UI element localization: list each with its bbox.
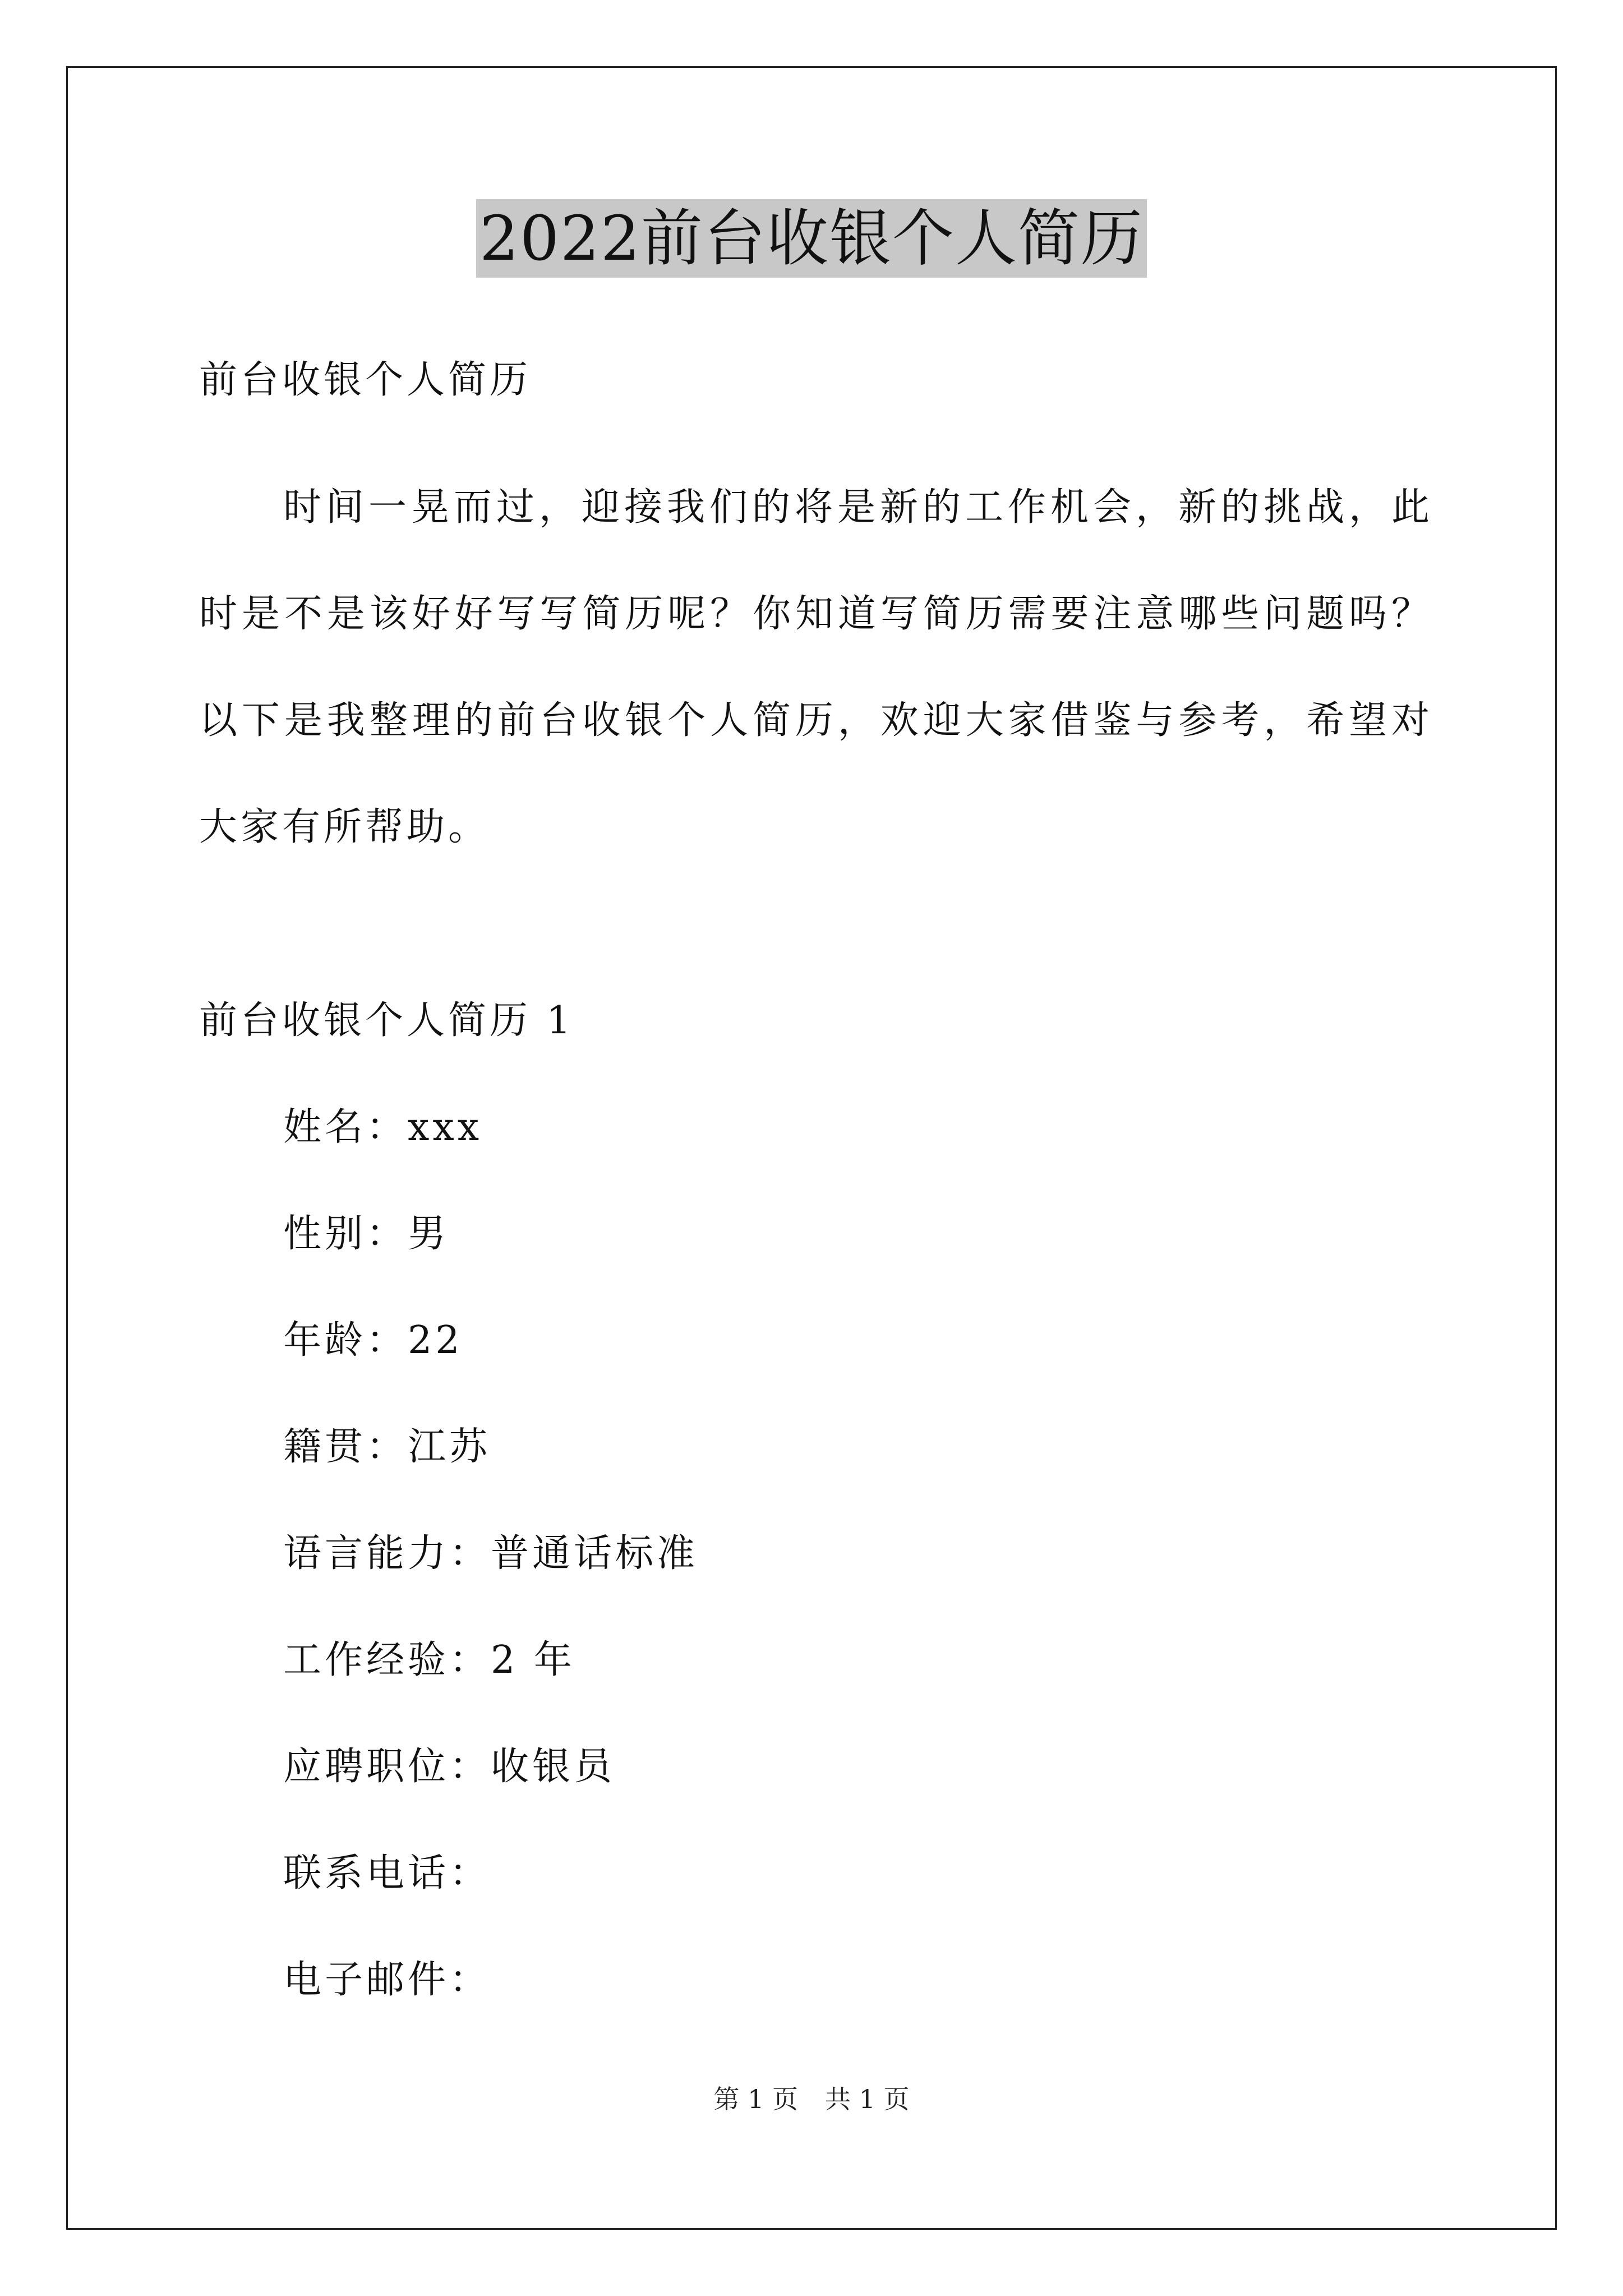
page-number: 第 1 页 xyxy=(713,2084,798,2114)
field-language: 语言能力：普通话标准 xyxy=(283,1531,699,1576)
title-container xyxy=(0,199,1623,278)
field-gender: 性别：男 xyxy=(283,1212,450,1256)
intro-paragraph: 时间一晃而过，迎接我们的将是新的工作机会，新的挑战，此时是不是该好好写写简历呢？你知道写简历需要注意哪些问题吗？以下是我整理的前台收银个人简历，欢迎大家借鉴与参考，希望对大家有所帮助。 xyxy=(199,485,1433,849)
field-age: 年龄：22 xyxy=(283,1318,463,1363)
field-experience: 工作经验：2 年 xyxy=(283,1638,575,1682)
field-name: 姓名：xxx xyxy=(283,1105,483,1149)
field-phone: 联系电话： xyxy=(283,1851,491,1895)
field-hometown: 籍贯：江苏 xyxy=(283,1425,491,1469)
field-email: 电子邮件： xyxy=(283,1958,491,2002)
document-subtitle: 前台收银个人简历 xyxy=(199,358,532,402)
field-position: 应聘职位：收银员 xyxy=(283,1745,616,1789)
page-footer xyxy=(0,2082,1623,2116)
section-title: 前台收银个人简历 1 xyxy=(199,999,574,1043)
document-title: 2022前台收银个人简历 xyxy=(476,199,1147,278)
page-total: 共 1 页 xyxy=(825,2084,910,2114)
